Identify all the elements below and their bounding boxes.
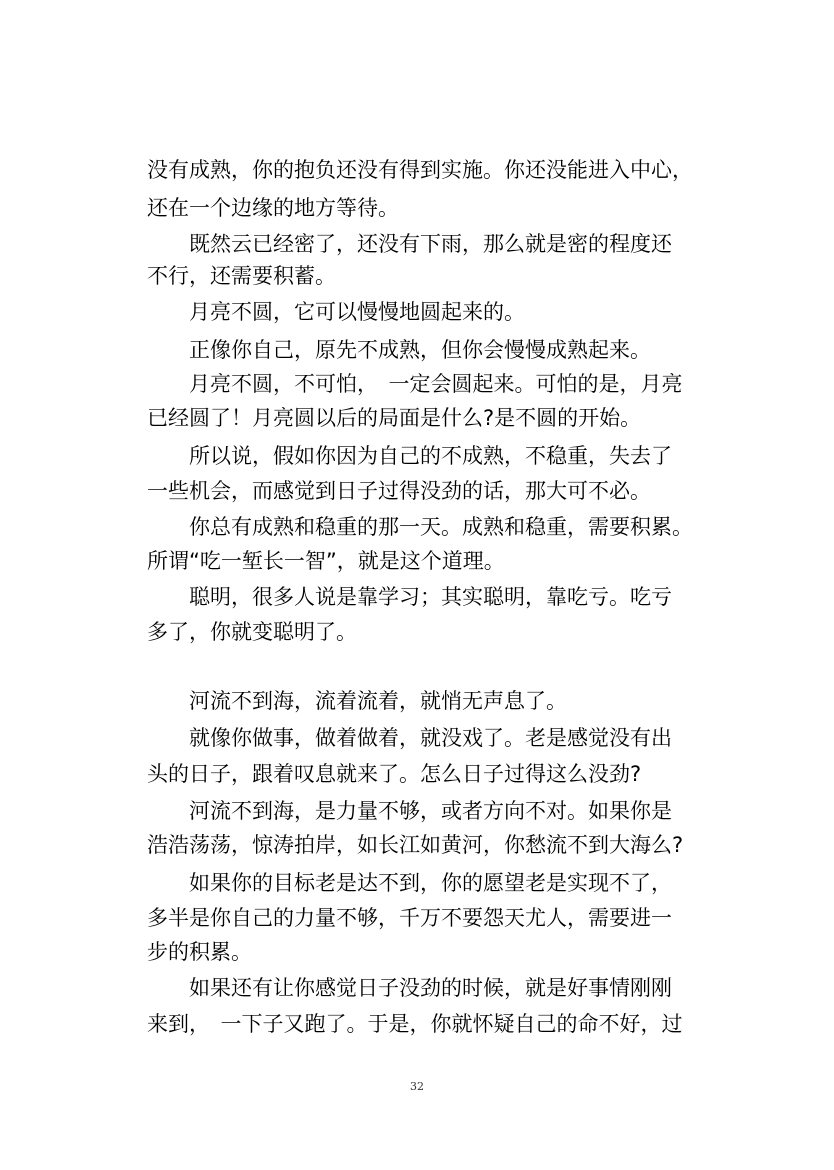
- text-line: 聪明，很多人说是靠学习；其实聪明，靠吃亏。吃亏: [189, 585, 672, 609]
- text-line: 就像你做事，做着做着，就没戏了。老是感觉没有出: [189, 726, 672, 750]
- text-line: 来到， 一下子又跑了。于是，你就怀疑自己的命不好，过: [147, 1012, 683, 1036]
- text-line: 正像你自己，原先不成熟，但你会慢慢成熟起来。: [189, 338, 651, 362]
- text-line: 如果还有让你感觉日子没劲的时候，就是好事情刚刚: [189, 976, 672, 1000]
- text-line: 河流不到海，是力量不够，或者方向不对。如果你是: [189, 799, 672, 823]
- text-line: 所以说，假如你因为自己的不成熟，不稳重，失去了: [189, 444, 672, 468]
- text-line: 不行，还需要积蓄。: [147, 264, 336, 288]
- text-line: 没有成熟，你的抱负还没有得到实施。你还没能进入中心，: [147, 158, 693, 182]
- text-line: 还在一个边缘的地方等待。: [147, 196, 399, 220]
- text-line: 所谓“吃一堑长一智”，就是这个道理。: [147, 549, 505, 573]
- text-line: 已经圆了！月亮圆以后的局面是什么?是不圆的开始。: [147, 406, 642, 430]
- text-line: 如果你的目标老是达不到，你的愿望老是实现不了，: [189, 871, 672, 895]
- text-line: 多半是你自己的力量不够，千万不要怨天尤人，需要进一: [147, 906, 672, 930]
- text-line: 一些机会，而感觉到日子过得没劲的话，那大可不必。: [147, 479, 651, 503]
- page-number: 32: [410, 1080, 424, 1093]
- text-line: 头的日子，跟着叹息就来了。怎么日子过得这么没劲?: [147, 762, 642, 786]
- text-line: 多了，你就变聪明了。: [147, 620, 357, 644]
- text-line: 浩浩荡荡，惊涛拍岸，如长江如黄河，你愁流不到大海么?: [147, 833, 684, 857]
- text-line: 你总有成熟和稳重的那一天。成熟和稳重，需要积累。: [189, 515, 693, 539]
- text-line: 月亮不圆，不可怕， 一定会圆起来。可怕的是，月亮: [189, 372, 683, 396]
- text-line: 月亮不圆，它可以慢慢地圆起来的。: [189, 300, 525, 324]
- text-line: 既然云已经密了，还没有下雨，那么就是密的程度还: [189, 232, 672, 256]
- text-line: 步的积累。: [147, 940, 252, 964]
- text-line: 河流不到海，流着流着，就悄无声息了。: [189, 689, 567, 713]
